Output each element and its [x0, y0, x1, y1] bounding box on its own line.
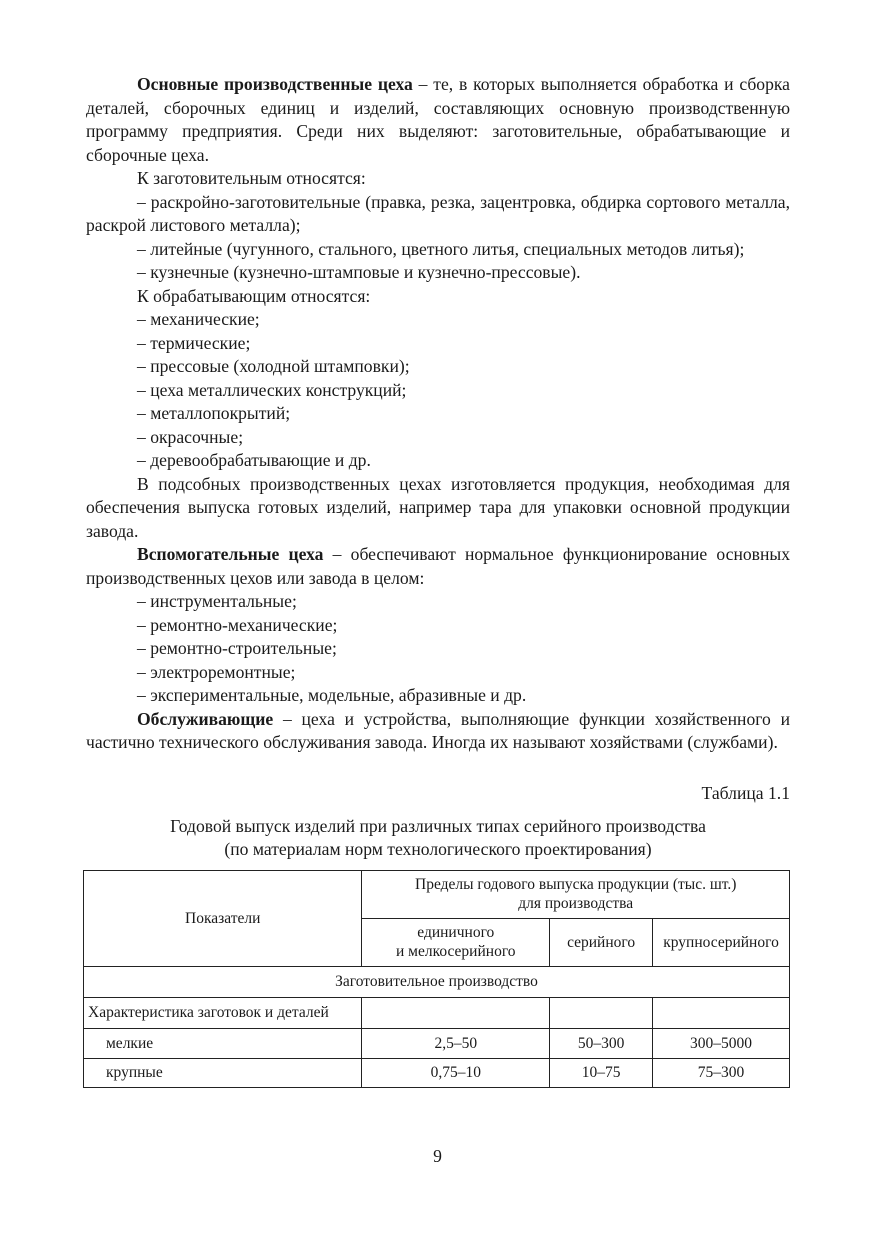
page-content: [86, 73, 790, 1088]
char-label: Характеристика заготовок и деталей: [84, 997, 362, 1028]
header-limits: [362, 870, 790, 918]
table-title-line1: Годовой выпуск изделий при различных типах серийного производства: [170, 815, 706, 836]
list-item: – термические;: [137, 332, 251, 353]
table-row: [84, 997, 790, 1028]
main-shops-definition: – те, в которых выполняется обработка и сборка деталей, сборочных единиц и изделий, составляющих основную производственную программу предприятия. Среди них выделяют: заготовительные, обрабатывающие и сборочные цеха.: [86, 74, 790, 165]
table-section-row: [84, 966, 790, 997]
list-item: – кузнечные (кузнечно-штамповые и кузнечно-прессовые).: [137, 262, 581, 282]
auxiliary-definition: – обеспечивают нормальное функционирование основных производственных цехов или завода в целом:: [86, 544, 790, 588]
table-title-line2: (по материалам норм технологического проектирования): [224, 838, 652, 859]
term-main-shops: Основные производственные цеха: [137, 74, 413, 94]
list-item: – электроремонтные;: [137, 661, 296, 682]
header-large: крупносерийного: [653, 918, 790, 966]
list-item: – раскройно-заготовительные (правка, резка, зацентровка, обдирка сортового металла, раскрой листового металла);: [86, 191, 790, 235]
table-cell: [550, 997, 653, 1028]
table-row: [84, 1058, 790, 1087]
paragraph-main-shops: [86, 73, 790, 167]
paragraph-auxiliary: [86, 543, 790, 590]
list-item: – инструментальные;: [137, 591, 297, 611]
table-title: [86, 815, 790, 861]
table-cell: 0,75–10: [362, 1058, 550, 1087]
proc-intro: К обрабатывающим относятся:: [137, 285, 371, 306]
section-label: Заготовительное производство: [84, 966, 790, 997]
table-cell: 2,5–50: [362, 1028, 550, 1058]
paragraph-service: [86, 708, 790, 755]
table-cell: [362, 997, 550, 1028]
page-number: 9: [433, 1146, 442, 1166]
body-text: [86, 73, 790, 755]
list-item: – литейные (чугунного, стального, цветного литья, специальных методов литья);: [137, 238, 745, 259]
table-cell: 300–5000: [653, 1028, 790, 1058]
list-item: – ремонтно-строительные;: [137, 638, 337, 658]
list-item: – экспериментальные, модельные, абразивные и др.: [137, 685, 527, 705]
header-single-line1: единичного: [417, 924, 495, 941]
term-auxiliary: Вспомогательные цеха: [137, 544, 324, 564]
header-serial: серийного: [550, 918, 653, 966]
table-number: Таблица 1.1: [701, 782, 790, 803]
table-cell: [653, 997, 790, 1028]
list-item: – окрасочные;: [137, 426, 244, 447]
output-table: [83, 870, 790, 1088]
table-cell: 75–300: [653, 1058, 790, 1087]
header-limits-line1: Пределы годового выпуска продукции (тыс. шт.): [415, 876, 737, 893]
list-item: – ремонтно-механические;: [137, 614, 338, 635]
table-row: [84, 1028, 790, 1058]
header-single: [362, 918, 550, 966]
row-label: крупные: [84, 1058, 362, 1087]
service-definition: – цеха и устройства, выполняющие функции хозяйственного и частично технического обслуживания завода. Иногда их называют хозяйствами (службами).: [86, 708, 790, 752]
list-item: – цеха металлических конструкций;: [137, 379, 407, 400]
header-limits-line2: для производства: [518, 895, 634, 912]
list-item: – металлопокрытий;: [137, 403, 291, 423]
term-service: Обслуживающие: [137, 708, 274, 729]
header-indicators: Показатели: [84, 870, 362, 966]
paragraph-subsidiary: В подсобных производственных цехах изготовляется продукция, необходимая для обеспечения выпуска готовых изделий, например тара для упаковки основной продукции завода.: [86, 473, 790, 541]
list-item: – деревообрабатывающие и др.: [137, 450, 371, 470]
prep-intro: К заготовительным относятся:: [137, 168, 366, 188]
list-item: – прессовые (холодной штамповки);: [137, 356, 410, 376]
header-single-line2: и мелкосерийного: [396, 943, 516, 960]
table-header-row: [84, 870, 790, 918]
row-label: мелкие: [84, 1028, 362, 1058]
table-cell: 10–75: [550, 1058, 653, 1087]
list-item: – механические;: [137, 309, 260, 329]
table-cell: 50–300: [550, 1028, 653, 1058]
